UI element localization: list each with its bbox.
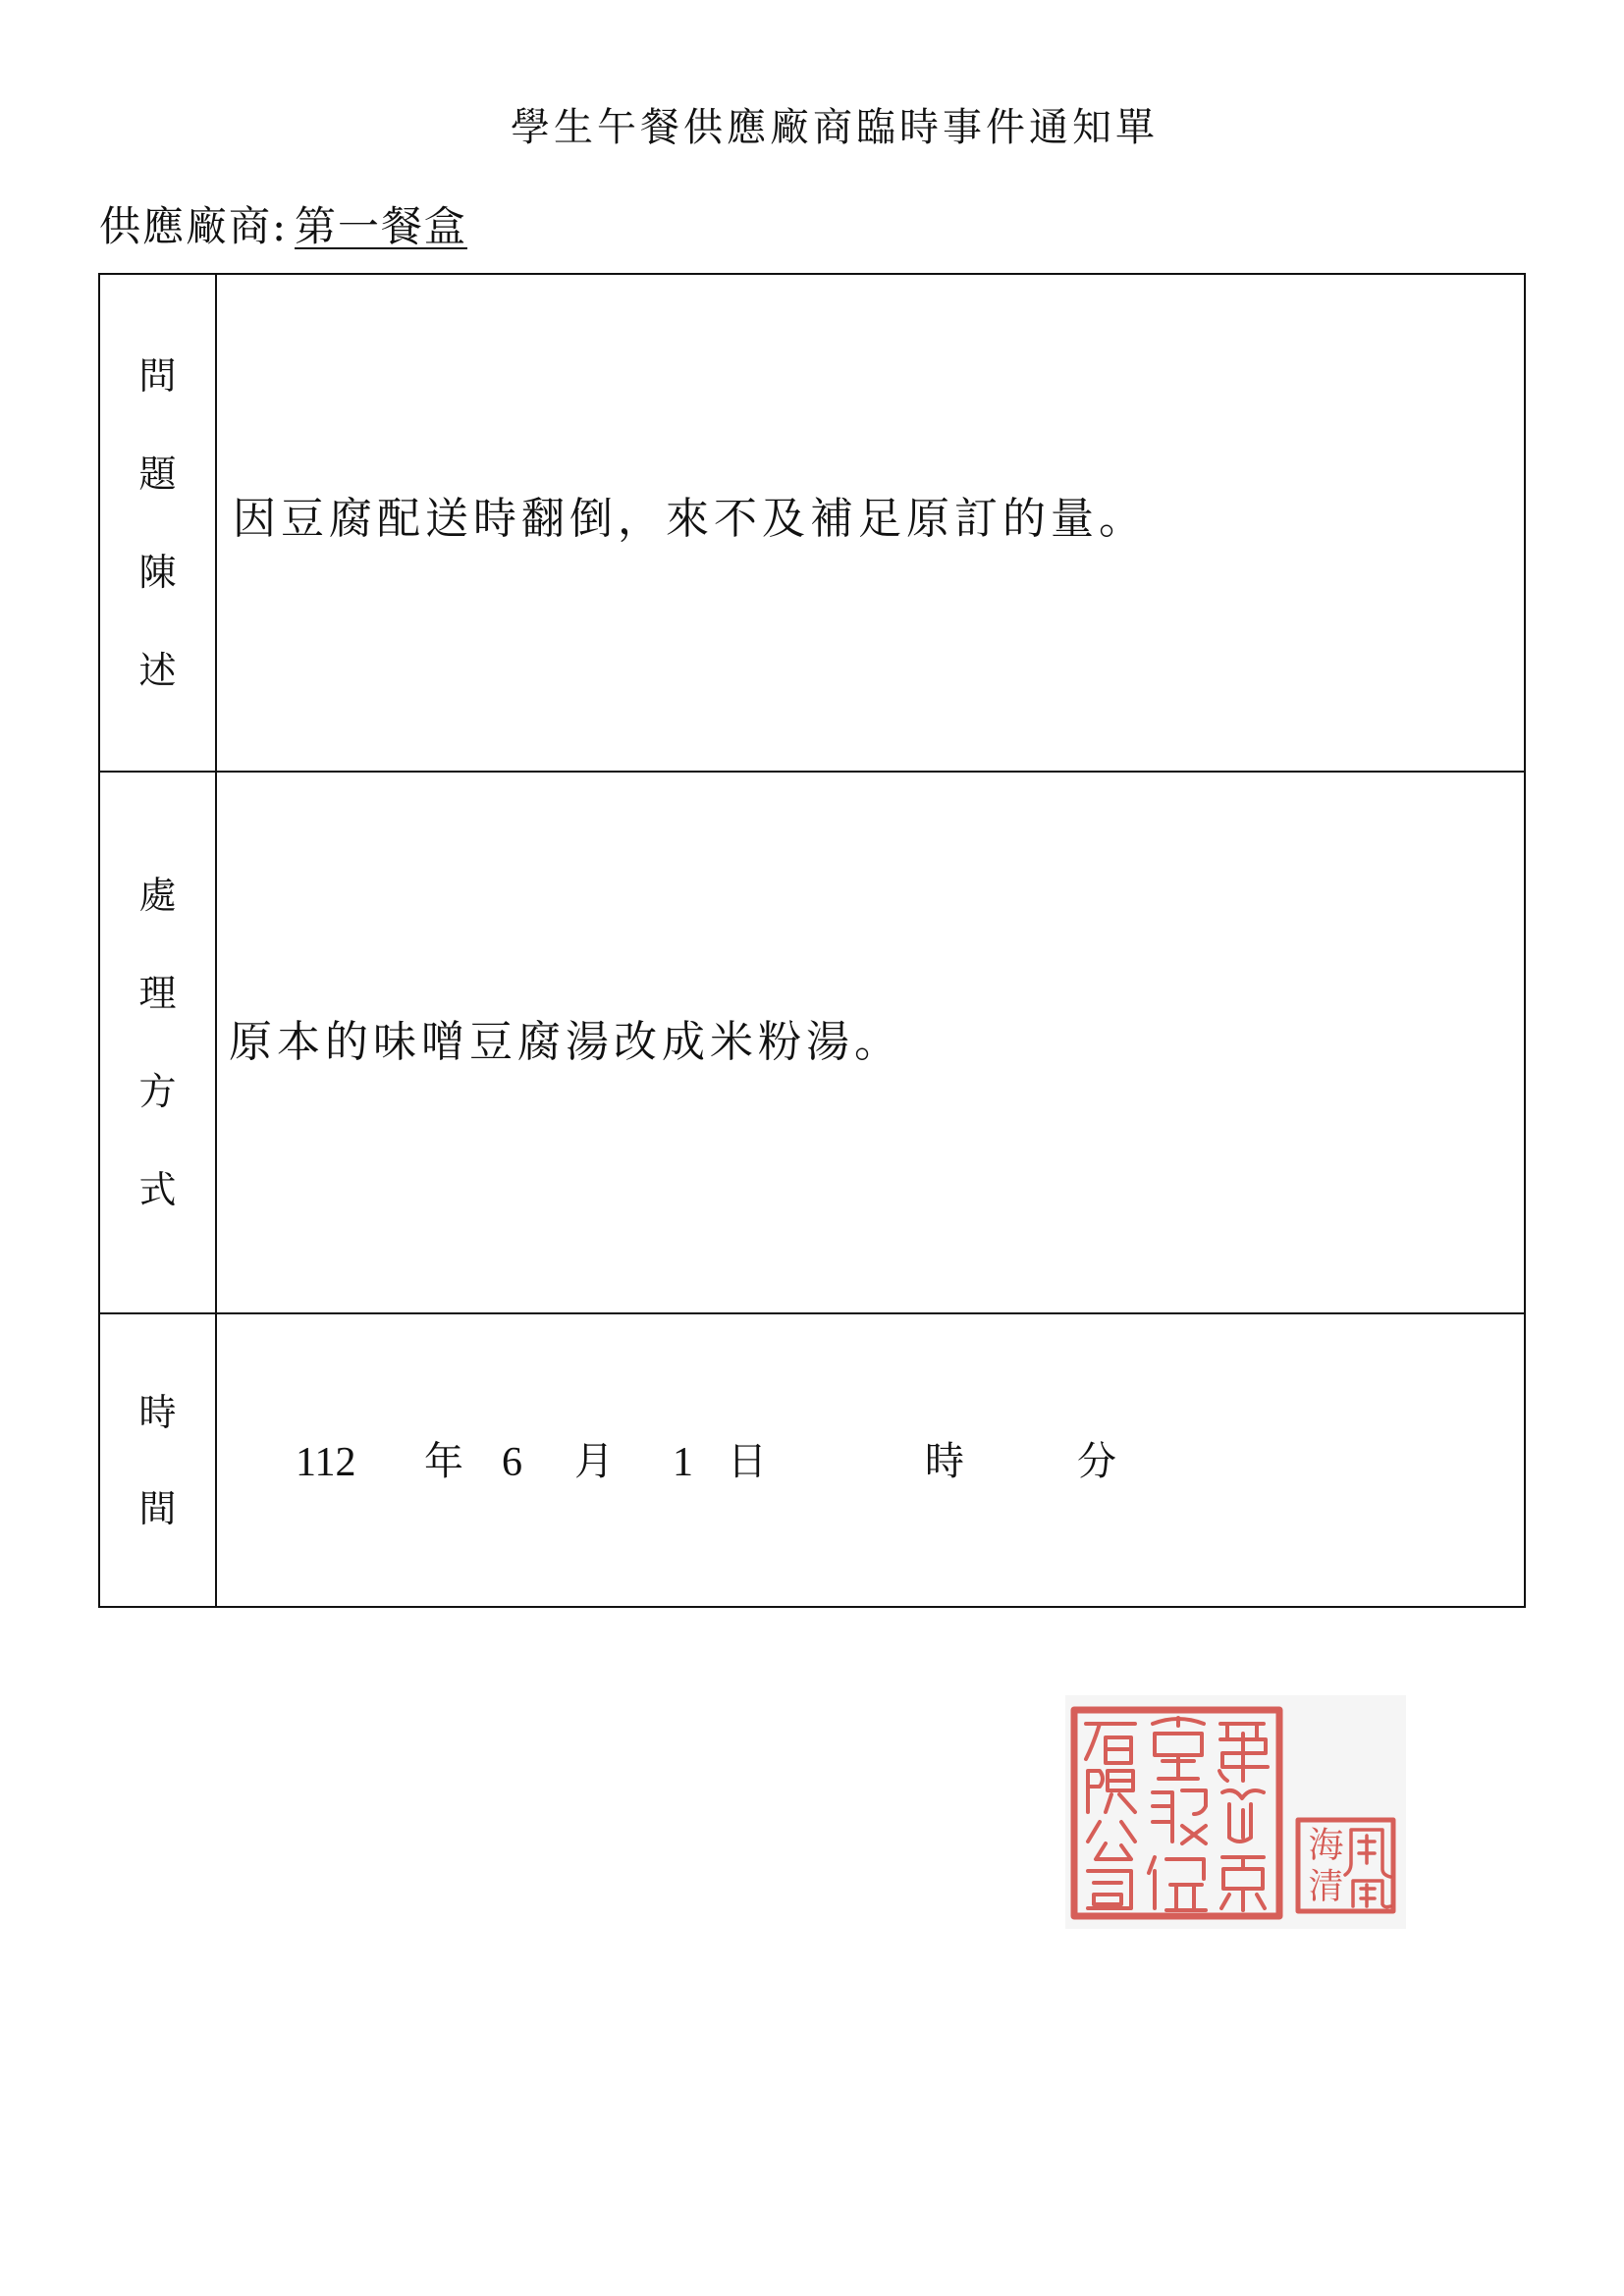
personal-seal-text: 海清 xyxy=(1303,1826,1343,1908)
time-day-unit: 日 xyxy=(728,1439,767,1484)
handling-method: 原本的味噌豆腐湯改成米粉湯。 xyxy=(229,1017,902,1067)
time-month-unit: 月 xyxy=(574,1439,614,1484)
label-char: 問 xyxy=(138,353,177,398)
label-char: 時 xyxy=(138,1390,177,1434)
time-month: 6 xyxy=(502,1440,522,1485)
time-content-cell xyxy=(217,1314,1524,1606)
time-label-cell xyxy=(100,1314,215,1606)
label-char: 方 xyxy=(138,1070,177,1113)
handling-label-cell xyxy=(100,773,215,1312)
time-day: 1 xyxy=(673,1440,693,1485)
problem-description: 因豆腐配送時翻倒，來不及補足原訂的量。 xyxy=(233,493,1147,544)
notice-table xyxy=(98,273,1526,1608)
seal-stamps xyxy=(1060,1688,1414,1934)
time-year-unit: 年 xyxy=(424,1439,463,1484)
label-char: 式 xyxy=(138,1168,177,1211)
vendor-label: 供應廠商: xyxy=(99,202,289,250)
page-title: 學生午餐供應廠商臨時事件通知單 xyxy=(511,105,1159,150)
label-char: 間 xyxy=(138,1486,177,1530)
label-char: 題 xyxy=(138,452,177,496)
label-char: 理 xyxy=(138,972,177,1015)
label-char: 處 xyxy=(138,874,177,917)
problem-content-cell xyxy=(217,275,1524,771)
time-minute-unit: 分 xyxy=(1077,1439,1116,1484)
problem-label-cell xyxy=(100,275,215,771)
vendor-name: 第一餐盒 xyxy=(295,202,468,250)
label-char: 陳 xyxy=(138,550,177,594)
time-hour-unit: 時 xyxy=(925,1439,964,1484)
time-year: 112 xyxy=(296,1440,356,1485)
label-char: 述 xyxy=(138,648,177,692)
handling-content-cell xyxy=(217,773,1524,1312)
